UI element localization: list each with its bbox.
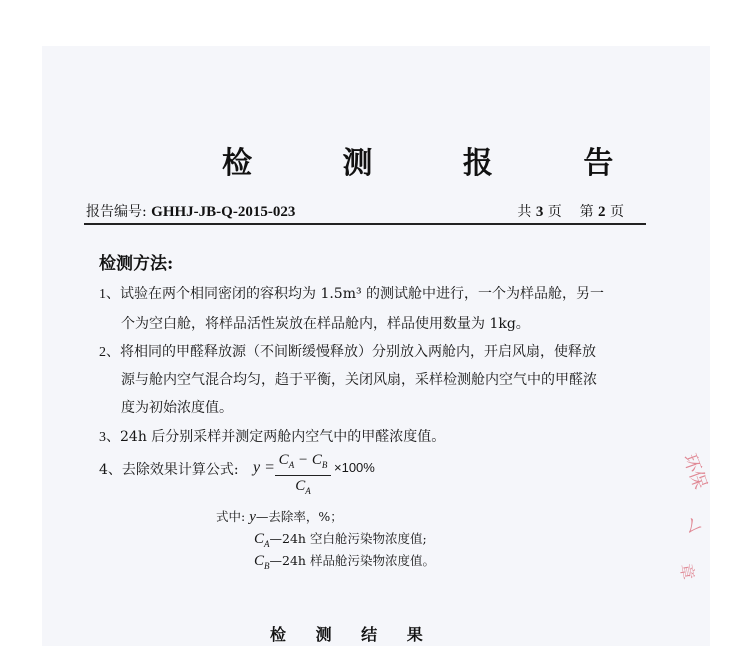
item-text: 24h 后分别采样并测定两舱内空气中的甲醛浓度值。	[120, 429, 446, 445]
stamp-text-2: ㄥ	[679, 509, 709, 541]
legend-symbol-letter: C	[254, 553, 265, 569]
page-total-suffix: 页	[547, 204, 562, 220]
method-item-2-line-2: 源与舱内空气混合均匀，趋于平衡，关闭风扇，采样检测舱内空气中的甲醛浓	[121, 372, 597, 388]
red-seal-stamp	[668, 448, 728, 598]
formula-label-text: 去除效果计算公式:	[121, 462, 239, 478]
legend-symbol-sub: B	[264, 561, 270, 571]
page-current: 2	[598, 204, 606, 220]
page-total: 3	[535, 204, 544, 220]
report-number-value: GHHJ-JB-Q-2015-023	[151, 204, 296, 220]
report-title: 检 测 报 告	[222, 146, 654, 181]
denominator-sub: A	[305, 486, 311, 496]
legend-symbol	[254, 553, 270, 569]
legend-text: —去除率，%；	[255, 509, 343, 524]
item-number: 3、	[99, 430, 120, 445]
item-number: 1、	[99, 287, 120, 302]
numerator-symbol-a: C	[278, 452, 289, 468]
report-number	[86, 201, 295, 221]
page-indicator	[517, 201, 624, 221]
formula-numerator	[275, 451, 331, 474]
item-number: 4、	[99, 462, 122, 478]
numerator-sub-b: B	[321, 460, 328, 470]
item-text: 试验在两个相同密闭的容积均为 1.5m³ 的测试舱中进行，一个为样品舱，另一	[120, 286, 605, 302]
legend-symbol-sub: A	[264, 539, 270, 549]
formula-lhs: y =	[253, 459, 275, 476]
report-number-label: 报告编号:	[86, 204, 147, 220]
section-title: 检测方法:	[99, 254, 174, 274]
formula-multiplier: ×100%	[334, 460, 375, 475]
numerator-symbol-b: C	[311, 452, 322, 468]
page-current-suffix: 页	[610, 204, 624, 220]
report-header	[86, 201, 646, 223]
method-item-2-line-3: 度为初始浓度值。	[121, 400, 233, 416]
item-text: 将相同的甲醛释放源（不间断缓慢释放）分别放入两舱内，开启风扇，使释放	[120, 344, 596, 360]
legend-row-cb	[254, 551, 435, 571]
formula-minus: −	[294, 452, 312, 468]
legend-row-y	[216, 507, 343, 526]
legend-row-ca	[254, 529, 427, 549]
legend-symbol-letter: C	[254, 531, 265, 547]
legend-intro: 式中:	[216, 509, 246, 524]
header-rule	[84, 223, 646, 225]
method-item-1-line-1	[99, 283, 604, 303]
page-current-prefix: 第	[579, 204, 594, 220]
stamp-text-1: 环保	[678, 451, 711, 493]
next-section-heading-partial: 检 测 结 果	[270, 625, 435, 644]
stamp-text-3: 章	[676, 562, 698, 582]
legend-text: —24h 空白舱污染物浓度值;	[269, 531, 427, 546]
method-item-1-line-2: 个为空白舱，将样品活性炭放在样品舱内，样品使用数量为 1kg。	[121, 316, 530, 332]
legend-symbol	[254, 531, 270, 547]
denominator-symbol: C	[295, 478, 306, 494]
item-number: 2、	[99, 345, 120, 360]
numerator-sub-a: A	[288, 460, 295, 470]
formula-denominator	[275, 477, 331, 500]
formula-label	[99, 459, 239, 479]
legend-text: —24h 样品舱污染物浓度值。	[269, 553, 435, 568]
method-item-2-line-1	[99, 341, 596, 361]
page-total-prefix: 共	[517, 204, 532, 220]
fraction-bar	[275, 475, 331, 476]
method-item-3-line-1	[99, 426, 445, 446]
formula-fraction	[275, 451, 331, 500]
legend-symbol: y	[249, 509, 256, 525]
